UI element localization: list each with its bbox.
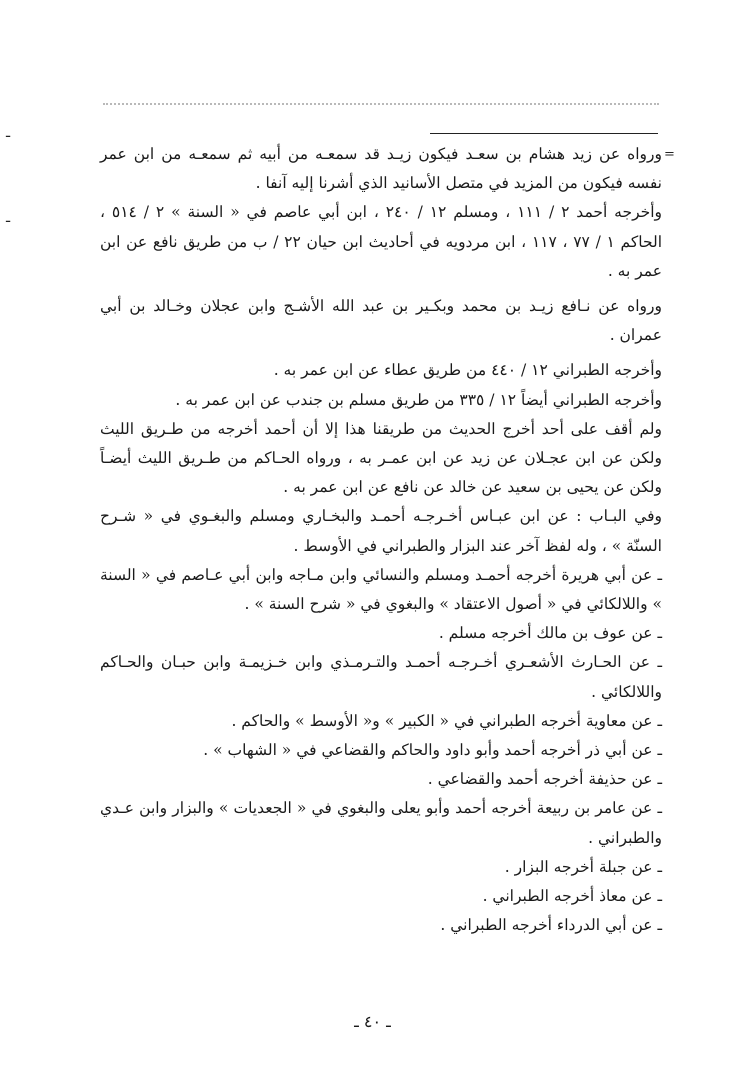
paragraph: ورواه عن نـافع زيـد بن محمد وبكـير بن عبد الله الأشـج وابن عجلان وخـالد بن أبي عمران .	[100, 297, 662, 345]
list-item	[100, 765, 662, 794]
list-bullet: ـ	[657, 624, 662, 643]
list-item-text: عن أبي الدرداء أخرجه الطبراني .	[440, 916, 653, 935]
list-item	[100, 561, 662, 619]
list-bullet: ـ	[657, 887, 662, 906]
list-item-text: عن معاوية أخرجه الطبراني في « الكبير » و« الأوسط » والحاكم .	[231, 711, 653, 730]
list-bullet: ـ	[657, 565, 663, 584]
list-item-text: عن عوف بن مالك أخرجه مسلم .	[438, 624, 653, 643]
paragraph: وأخرجه أحمد ٢ / ١١١ ، ومسلم ١٢ / ٢٤٠ ، ابن أبي عاصم في « السنة » ٢ / ٥١٤ ، الحاكم ١ / ٧٧ ، ١١٧ ، ابن مردويه في أحاديث ابن حيان ٢٢ / ب من طريق نافع عن ابن عمر به .	[100, 203, 662, 280]
list-bullet: ـ	[657, 916, 662, 935]
paragraph: وأخرجه الطبراني ١٢ / ٤٤٠ من طريق عطاء عن ابن عمر به .	[273, 361, 662, 380]
dotted-header-rule	[103, 103, 659, 105]
list-bullet: ـ	[657, 770, 662, 789]
list-item-text: عن أبي ذر أخرجه أحمد وأبو داود والحاكم والقضاعي في « الشهاب » .	[203, 741, 653, 760]
paragraph: ورواه عن زيد هشام بن سعـد فيكون زيـد قد سمعـه من أبيه ثم سمعـه من ابن عمر نفسه فيكون من المزيد في متصل الأسانيد الذي أشرنا إليه آنفا .	[100, 145, 662, 193]
list-bullet: ـ	[657, 799, 662, 818]
paragraph: وأخرجه الطبراني أيضاً ١٢ / ٣٣٥ من طريق مسلم بن جندب عن ابن عمر به .	[175, 390, 662, 409]
footnote-text	[100, 140, 662, 940]
list-item	[100, 853, 662, 882]
margin-mark-top: ـ	[6, 125, 11, 141]
list-item	[100, 736, 662, 765]
paragraph: ولم أقف على أحد أخرج الحديث من طريقنا هذا إلا أن أحمد أخرجه من طـريق الليث ولكن عن ابن عجـلان عن زيد عن ابن عمـر به ، ورواه الحـاكم من طـريق الليث أيضـاً ولكن عن يحيى بن سعيد عن خالد عن نافع عن ابن عمر به .	[100, 419, 662, 497]
list-item-text: عن حذيفة أخرجه أحمد والقضاعي .	[427, 770, 653, 789]
list-item-text: عن معاذ أخرجه الطبراني .	[482, 887, 653, 906]
list-item	[100, 648, 662, 706]
list-item-text: عن أبي هريرة أخرجه أحمـد ومسلم والنسائي وابن مـاجه وابن أبي عـاصم في « السنة » واللالكائي في « أصول الاعتقاد » والبغوي في « شرح السنة » .	[100, 565, 662, 614]
list-bullet: ـ	[657, 711, 662, 730]
page-number: ـ ٤٠ ـ	[354, 1012, 391, 1031]
list-item	[100, 882, 662, 911]
list-item-text: عن جبلة أخرجه البزار .	[504, 857, 653, 876]
list-item	[100, 794, 662, 852]
paragraph: وفي البـاب : عن ابن عبـاس أخـرجـه أحمـد والبخـاري ومسلم والبغـوي في « شـرح السنّة » ، وله لفظ آخر عند البزار والطبراني في الأوسط .	[100, 507, 662, 555]
list-item	[100, 911, 662, 940]
list-item	[100, 619, 662, 648]
margin-mark-bottom: ـ	[6, 210, 11, 226]
list-bullet: ـ	[657, 857, 662, 876]
list-bullet: ـ	[657, 741, 662, 760]
footnote-separator-rule	[430, 133, 658, 134]
list-item	[100, 707, 662, 736]
continuation-mark: =	[664, 147, 675, 162]
list-bullet: ـ	[657, 653, 663, 672]
list-item-text: عن عامر بن ربيعة أخرجه أحمد وأبو يعلى والبغوي في « الجعديات » والبزار وابن عـدي والطبراني .	[100, 799, 662, 847]
list-item-text: عن الحـارث الأشعـري أخـرجـه أحمـد والتـرمـذي وابن خـزيمـة وابن حبـان والحـاكم واللالكائي .	[100, 653, 662, 701]
